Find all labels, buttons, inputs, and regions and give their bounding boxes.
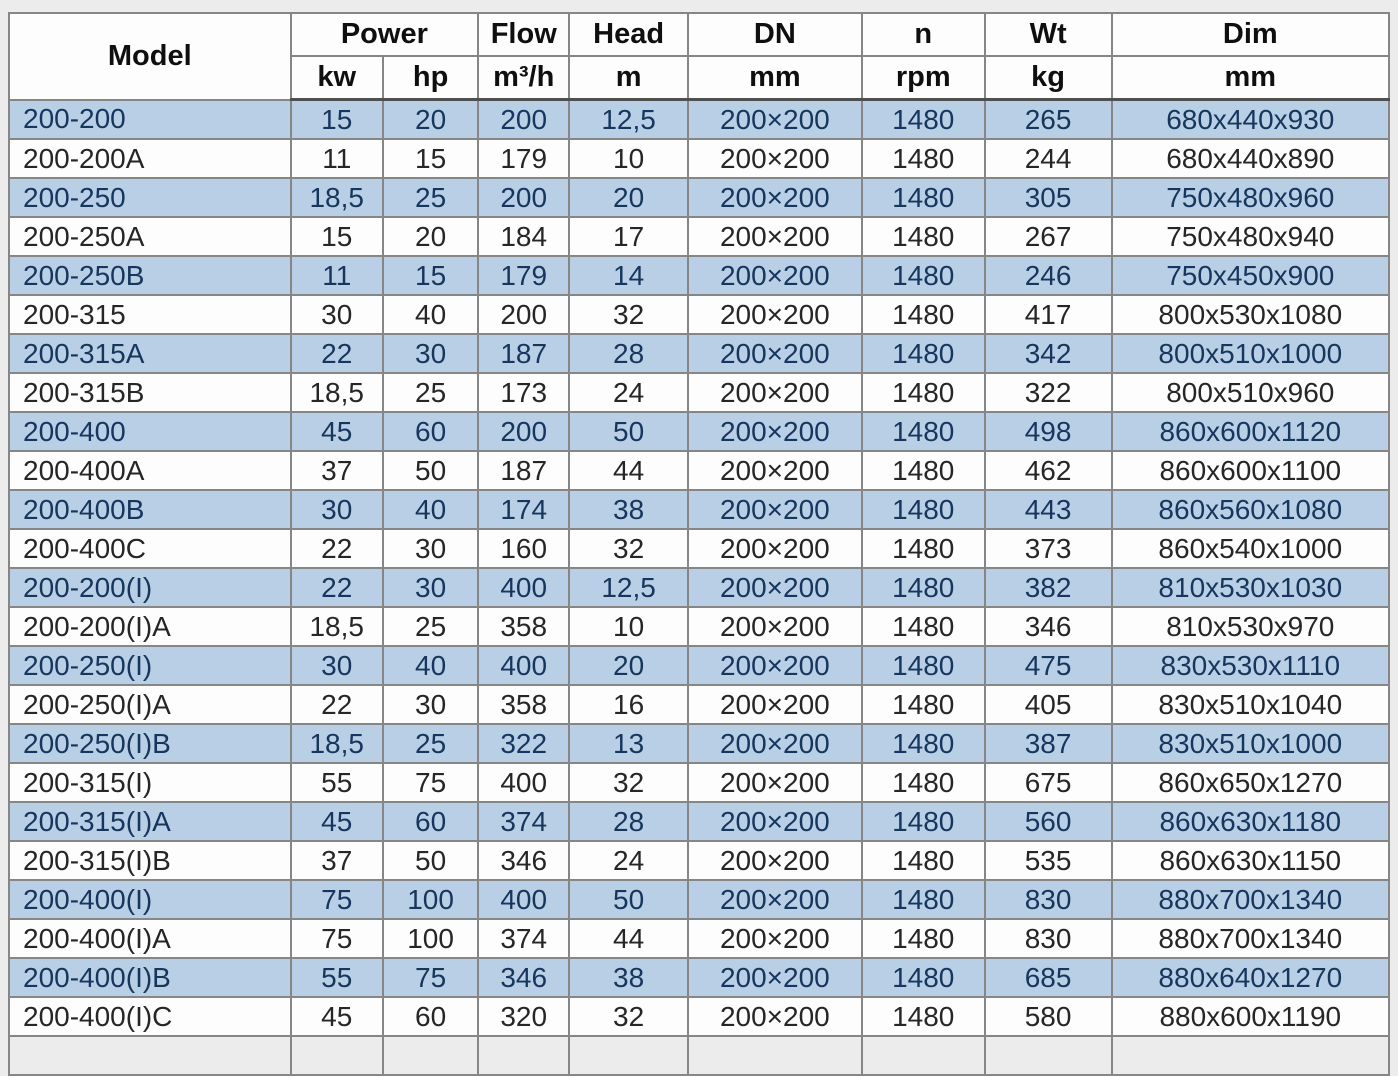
cell-power-hp: 25 [383,724,478,763]
header-flow: Flow [478,13,569,56]
cell-flow: 200 [478,295,569,334]
cell-dimensions: 810x530x970 [1112,607,1389,646]
cell-dimensions: 860x560x1080 [1112,490,1389,529]
header-unit-kw: kw [291,56,383,100]
cell-power-hp: 40 [383,646,478,685]
cell-weight: 417 [985,295,1112,334]
cell-power-kw: 18,5 [291,724,383,763]
table-row [9,334,1389,373]
cell-dn: 200×200 [688,685,862,724]
cell-model: 200-200(I)A [9,607,291,646]
table-row [9,490,1389,529]
table-row [9,958,1389,997]
cell-flow: 160 [478,529,569,568]
table-row [9,802,1389,841]
cell-flow: 174 [478,490,569,529]
cell-weight: 685 [985,958,1112,997]
cell-dimensions: 810x530x1030 [1112,568,1389,607]
header-unit-flow: m³/h [478,56,569,100]
cell-weight: 830 [985,880,1112,919]
cell-power-kw: 30 [291,490,383,529]
cell-rpm: 1480 [862,568,985,607]
cell-head: 24 [569,373,688,412]
cell-dimensions: 880x700x1340 [1112,880,1389,919]
cell-flow: 200 [478,178,569,217]
cell-model: 200-315 [9,295,291,334]
header-head: Head [569,13,688,56]
cell-flow: 322 [478,724,569,763]
cell-power-hp [383,1036,478,1075]
cell-head: 28 [569,334,688,373]
cell-model: 200-250A [9,217,291,256]
cell-rpm: 1480 [862,997,985,1036]
cell-rpm: 1480 [862,256,985,295]
cell-power-hp: 25 [383,373,478,412]
cell-head: 20 [569,178,688,217]
cell-dimensions: 860x600x1120 [1112,412,1389,451]
cell-weight: 580 [985,997,1112,1036]
cell-dn: 200×200 [688,139,862,178]
header-n: n [862,13,985,56]
header-power: Power [291,13,479,56]
cell-weight: 462 [985,451,1112,490]
cell-power-kw [291,1036,383,1075]
cell-dn: 200×200 [688,724,862,763]
cell-flow: 358 [478,607,569,646]
cell-rpm: 1480 [862,646,985,685]
cell-model: 200-200A [9,139,291,178]
cell-weight: 675 [985,763,1112,802]
cell-head: 16 [569,685,688,724]
cell-flow: 200 [478,412,569,451]
cell-power-hp: 40 [383,295,478,334]
cell-flow: 358 [478,685,569,724]
cell-weight: 560 [985,802,1112,841]
header-unit-head: m [569,56,688,100]
cell-head: 12,5 [569,568,688,607]
cell-power-kw: 22 [291,568,383,607]
cell-dimensions: 880x600x1190 [1112,997,1389,1036]
cell-power-hp: 100 [383,919,478,958]
cell-dimensions: 830x530x1110 [1112,646,1389,685]
cell-dn [688,1036,862,1075]
table-row [9,139,1389,178]
cell-flow: 179 [478,139,569,178]
cell-dimensions: 750x480x940 [1112,217,1389,256]
cell-model: 200-315(I) [9,763,291,802]
table-row [9,724,1389,763]
table-row [9,412,1389,451]
cell-power-kw: 18,5 [291,373,383,412]
cell-model: 200-400 [9,412,291,451]
header-unit-n: rpm [862,56,985,100]
cell-flow: 400 [478,880,569,919]
cell-dimensions: 880x700x1340 [1112,919,1389,958]
cell-rpm [862,1036,985,1075]
cell-head: 28 [569,802,688,841]
cell-dn: 200×200 [688,529,862,568]
cell-power-hp: 75 [383,958,478,997]
cell-dn: 200×200 [688,178,862,217]
cell-power-hp: 60 [383,412,478,451]
cell-dimensions: 860x540x1000 [1112,529,1389,568]
cell-model: 200-400(I)B [9,958,291,997]
cell-power-kw: 37 [291,451,383,490]
cell-power-hp: 30 [383,568,478,607]
cell-weight: 443 [985,490,1112,529]
cell-dimensions: 830x510x1000 [1112,724,1389,763]
cell-model: 200-400C [9,529,291,568]
cell-dn: 200×200 [688,295,862,334]
cell-rpm: 1480 [862,880,985,919]
cell-dimensions: 750x480x960 [1112,178,1389,217]
table-row [9,100,1389,140]
cell-head: 12,5 [569,100,688,140]
cell-weight: 346 [985,607,1112,646]
header-model: Model [9,13,291,100]
cell-flow: 173 [478,373,569,412]
cell-power-hp: 50 [383,841,478,880]
cell-flow: 184 [478,217,569,256]
cell-rpm: 1480 [862,958,985,997]
cell-dn: 200×200 [688,763,862,802]
table-row [9,919,1389,958]
cell-model: 200-400(I)A [9,919,291,958]
table-row [9,529,1389,568]
table-row [9,646,1389,685]
cell-flow: 346 [478,958,569,997]
cell-head: 32 [569,997,688,1036]
cell-rpm: 1480 [862,451,985,490]
cell-flow: 400 [478,646,569,685]
cell-rpm: 1480 [862,685,985,724]
table-row [9,568,1389,607]
cell-rpm: 1480 [862,724,985,763]
cell-dimensions: 800x510x960 [1112,373,1389,412]
cell-dimensions: 860x600x1100 [1112,451,1389,490]
cell-dn: 200×200 [688,646,862,685]
table-row [9,178,1389,217]
cell-power-hp: 30 [383,334,478,373]
cell-dn: 200×200 [688,100,862,140]
header-unit-hp: hp [383,56,478,100]
cell-power-kw: 22 [291,685,383,724]
header-row-names [9,13,1389,56]
cell-weight: 498 [985,412,1112,451]
cell-head: 10 [569,607,688,646]
cell-flow: 374 [478,919,569,958]
cell-weight: 382 [985,568,1112,607]
cell-power-kw: 45 [291,412,383,451]
cell-head: 20 [569,646,688,685]
cell-model: 200-400A [9,451,291,490]
cell-weight: 342 [985,334,1112,373]
cell-power-kw: 45 [291,802,383,841]
cell-model: 200-315(I)B [9,841,291,880]
cell-power-kw: 11 [291,139,383,178]
cell-dimensions: 750x450x900 [1112,256,1389,295]
cell-dn: 200×200 [688,373,862,412]
cell-head: 32 [569,763,688,802]
header-unit-dn: mm [688,56,862,100]
cell-dimensions: 860x630x1150 [1112,841,1389,880]
cell-dn: 200×200 [688,607,862,646]
cell-dn: 200×200 [688,997,862,1036]
cell-flow: 200 [478,100,569,140]
cell-dimensions [1112,1036,1389,1075]
cell-dimensions: 800x530x1080 [1112,295,1389,334]
cell-rpm: 1480 [862,802,985,841]
cell-power-kw: 30 [291,646,383,685]
table-row [9,880,1389,919]
cell-dn: 200×200 [688,919,862,958]
cell-flow: 374 [478,802,569,841]
cell-dn: 200×200 [688,412,862,451]
cell-rpm: 1480 [862,841,985,880]
cell-weight: 265 [985,100,1112,140]
cell-power-kw: 55 [291,763,383,802]
cell-weight: 535 [985,841,1112,880]
cell-weight: 322 [985,373,1112,412]
cell-model: 200-400B [9,490,291,529]
table-row [9,451,1389,490]
cell-head [569,1036,688,1075]
table-row [9,373,1389,412]
cell-power-kw: 15 [291,217,383,256]
cell-power-hp: 20 [383,100,478,140]
cell-power-kw: 75 [291,919,383,958]
cell-dn: 200×200 [688,451,862,490]
cell-rpm: 1480 [862,529,985,568]
cell-model: 200-250 [9,178,291,217]
table-body [9,100,1389,1076]
cell-flow [478,1036,569,1075]
cell-flow: 400 [478,568,569,607]
cell-weight: 387 [985,724,1112,763]
table-row [9,295,1389,334]
cell-power-hp: 60 [383,802,478,841]
cell-weight: 244 [985,139,1112,178]
cell-model: 200-250B [9,256,291,295]
cell-head: 50 [569,412,688,451]
cell-flow: 320 [478,997,569,1036]
cell-head: 38 [569,958,688,997]
table-row [9,217,1389,256]
cell-rpm: 1480 [862,100,985,140]
cell-rpm: 1480 [862,412,985,451]
cell-model: 200-250(I) [9,646,291,685]
cell-model: 200-250(I)A [9,685,291,724]
cell-power-kw: 11 [291,256,383,295]
cell-power-hp: 100 [383,880,478,919]
cell-model: 200-400(I)C [9,997,291,1036]
cell-power-kw: 22 [291,334,383,373]
cell-weight: 475 [985,646,1112,685]
cell-power-hp: 25 [383,178,478,217]
cell-power-kw: 18,5 [291,178,383,217]
cell-model: 200-200(I) [9,568,291,607]
header-unit-wt: kg [985,56,1112,100]
cell-dn: 200×200 [688,217,862,256]
cell-head: 32 [569,295,688,334]
cell-flow: 400 [478,763,569,802]
cell-dn: 200×200 [688,841,862,880]
header-wt: Wt [985,13,1112,56]
cell-model: 200-400(I) [9,880,291,919]
cell-dimensions: 860x630x1180 [1112,802,1389,841]
cell-power-hp: 40 [383,490,478,529]
table-row [9,763,1389,802]
cell-model: 200-200 [9,100,291,140]
cell-power-kw: 15 [291,100,383,140]
cell-head: 32 [569,529,688,568]
cell-model: 200-315A [9,334,291,373]
cell-weight [985,1036,1112,1075]
cell-power-hp: 60 [383,997,478,1036]
cell-power-kw: 75 [291,880,383,919]
cell-head: 14 [569,256,688,295]
cell-head: 44 [569,919,688,958]
table-row [9,685,1389,724]
header-dim: Dim [1112,13,1389,56]
cell-flow: 179 [478,256,569,295]
cell-head: 50 [569,880,688,919]
cell-head: 17 [569,217,688,256]
cell-weight: 405 [985,685,1112,724]
cell-weight: 246 [985,256,1112,295]
cell-power-hp: 20 [383,217,478,256]
cell-dimensions: 800x510x1000 [1112,334,1389,373]
cell-rpm: 1480 [862,607,985,646]
table-header [9,13,1389,100]
cell-dn: 200×200 [688,334,862,373]
cell-power-kw: 22 [291,529,383,568]
cell-head: 38 [569,490,688,529]
cell-flow: 187 [478,334,569,373]
cell-rpm: 1480 [862,334,985,373]
cell-dn: 200×200 [688,802,862,841]
cell-power-hp: 30 [383,529,478,568]
cell-rpm: 1480 [862,139,985,178]
cell-flow: 187 [478,451,569,490]
cell-power-kw: 18,5 [291,607,383,646]
cell-power-hp: 15 [383,256,478,295]
cell-rpm: 1480 [862,919,985,958]
cell-power-hp: 15 [383,139,478,178]
cell-dn: 200×200 [688,880,862,919]
cell-model: 200-250(I)B [9,724,291,763]
cell-head: 44 [569,451,688,490]
cell-power-kw: 45 [291,997,383,1036]
cell-head: 24 [569,841,688,880]
table-row [9,997,1389,1036]
table-row [9,841,1389,880]
cell-power-kw: 55 [291,958,383,997]
cell-weight: 373 [985,529,1112,568]
cell-dn: 200×200 [688,958,862,997]
cell-rpm: 1480 [862,295,985,334]
cell-head: 10 [569,139,688,178]
table-row [9,607,1389,646]
cell-power-hp: 50 [383,451,478,490]
cell-power-hp: 25 [383,607,478,646]
cell-dn: 200×200 [688,490,862,529]
cell-weight: 305 [985,178,1112,217]
cell-dimensions: 860x650x1270 [1112,763,1389,802]
cell-head: 13 [569,724,688,763]
cell-dn: 200×200 [688,568,862,607]
pump-spec-table [8,12,1390,1076]
cell-power-hp: 75 [383,763,478,802]
cell-weight: 830 [985,919,1112,958]
table-row [9,256,1389,295]
cell-power-kw: 30 [291,295,383,334]
cell-rpm: 1480 [862,763,985,802]
cell-rpm: 1480 [862,178,985,217]
cell-power-kw: 37 [291,841,383,880]
cell-rpm: 1480 [862,490,985,529]
header-dn: DN [688,13,862,56]
cell-dimensions: 830x510x1040 [1112,685,1389,724]
cell-model: 200-315B [9,373,291,412]
cell-rpm: 1480 [862,217,985,256]
cell-dimensions: 680x440x890 [1112,139,1389,178]
cell-flow: 346 [478,841,569,880]
cell-dimensions: 880x640x1270 [1112,958,1389,997]
cell-dimensions: 680x440x930 [1112,100,1389,140]
cell-dn: 200×200 [688,256,862,295]
cell-power-hp: 30 [383,685,478,724]
cell-weight: 267 [985,217,1112,256]
cell-model: 200-315(I)A [9,802,291,841]
cell-rpm: 1480 [862,373,985,412]
cell-model [9,1036,291,1075]
clipped-row [9,1036,1389,1075]
header-unit-dim: mm [1112,56,1389,100]
